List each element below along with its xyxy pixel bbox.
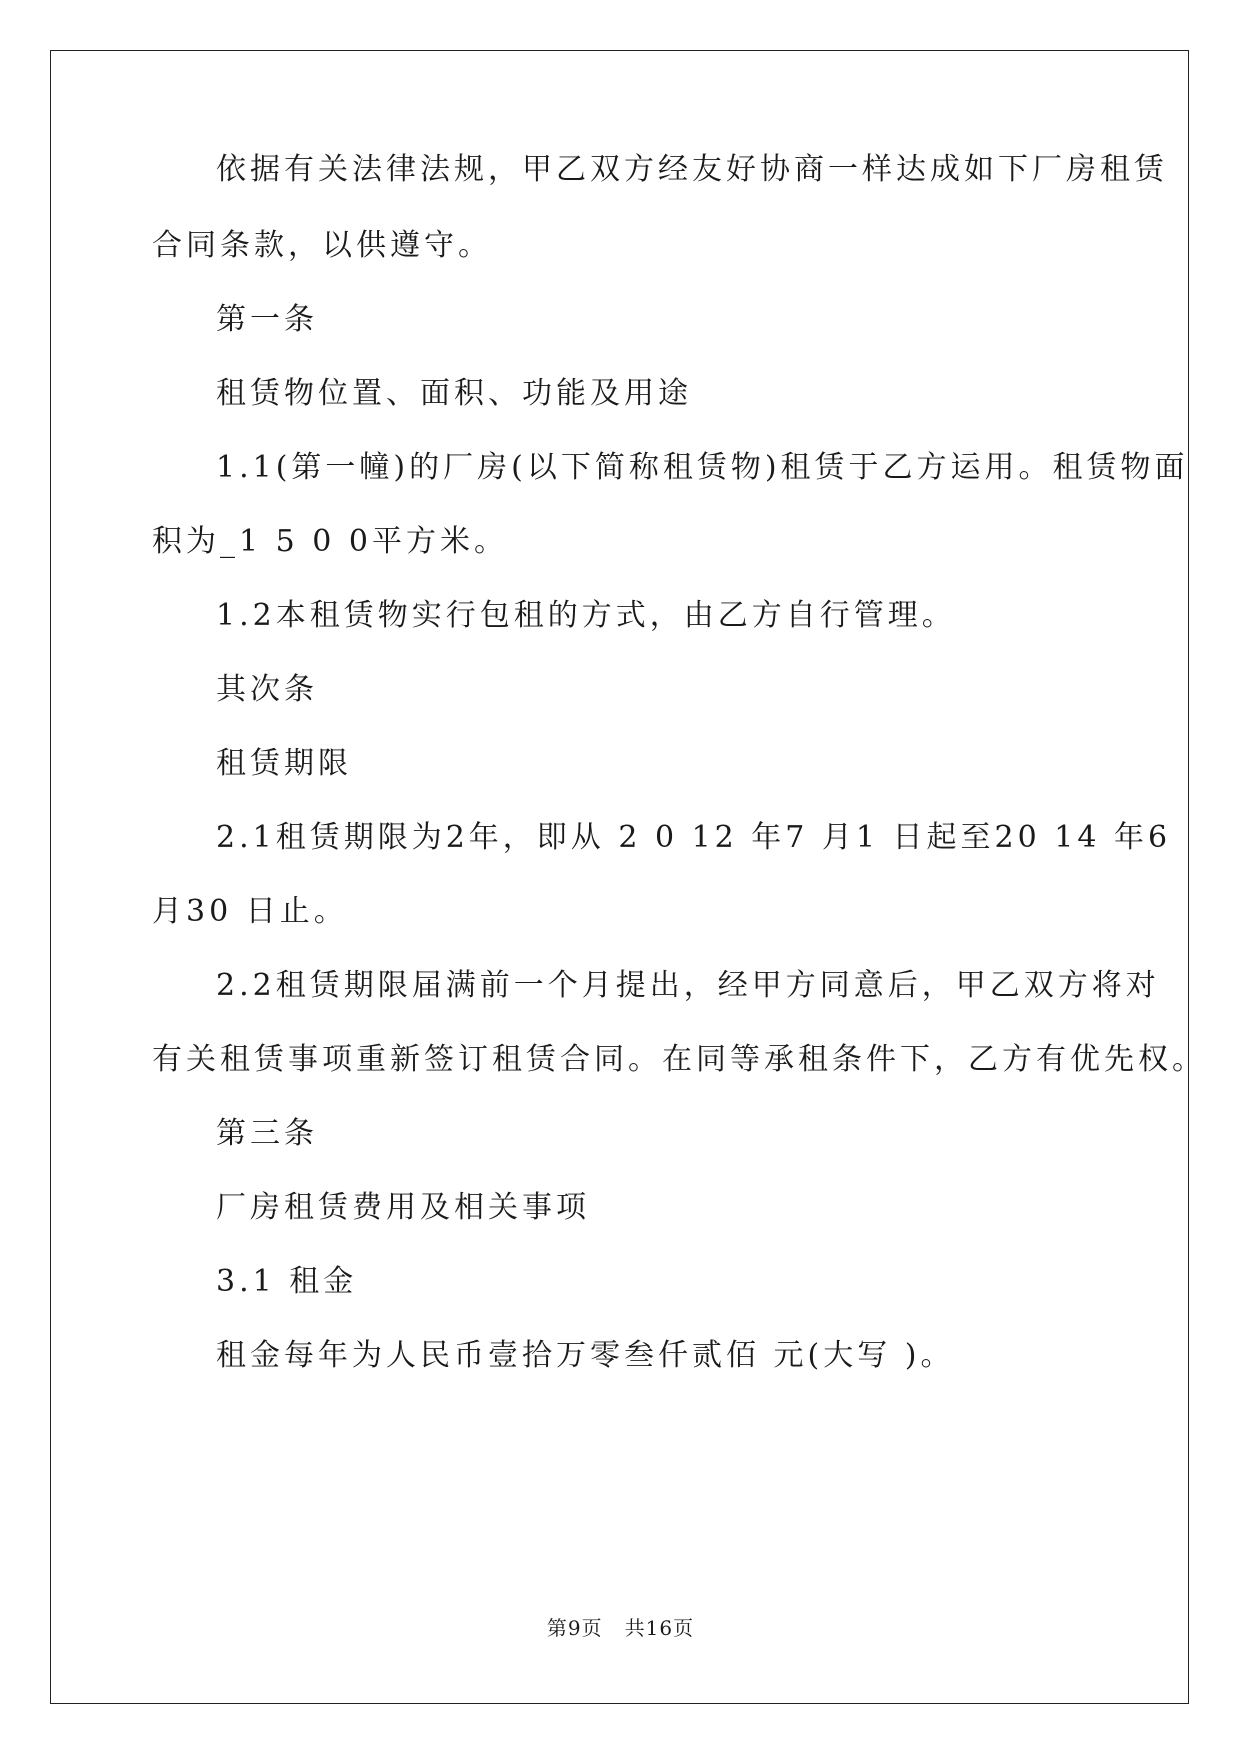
paragraph-line: 积为_1 5 0 0平方米。: [152, 524, 508, 559]
paragraph-line: 1.1(第一幢)的厂房(以下简称租赁物)租赁于乙方运用。租赁物面: [216, 450, 1189, 485]
page-total: 共16页: [624, 1616, 695, 1640]
paragraph-line: 合同条款，以供遵守。: [152, 228, 492, 263]
section-title: 租赁期限: [216, 746, 352, 781]
paragraph-line: 依据有关法律法规，甲乙双方经友好协商一样达成如下厂房租赁: [216, 152, 1168, 187]
paragraph-line: 1.2本租赁物实行包租的方式，由乙方自行管理。: [216, 598, 956, 633]
section-title: 厂房租赁费用及相关事项: [216, 1190, 590, 1225]
section-title: 租赁物位置、面积、功能及用途: [216, 376, 692, 411]
paragraph-line: 2.2租赁期限届满前一个月提出，经甲方同意后，甲乙双方将对: [216, 968, 1160, 1003]
article-heading: 第一条: [216, 302, 318, 337]
paragraph-line: 2.1租赁期限为2年，即从 2 0 12 年7 月1 日起至20 14 年6: [216, 820, 1172, 855]
page-number: 第9页: [546, 1616, 603, 1640]
subsection-title: 3.1 租金: [216, 1264, 358, 1299]
paragraph-line: 有关租赁事项重新签订租赁合同。在同等承租条件下，乙方有优先权。: [152, 1042, 1206, 1077]
page-border: [50, 50, 1189, 1704]
article-heading: 其次条: [216, 672, 318, 707]
page-footer: [0, 1612, 1241, 1641]
paragraph-line: 月30 日止。: [152, 894, 348, 929]
article-heading: 第三条: [216, 1116, 318, 1151]
paragraph-line: 租金每年为人民币壹拾万零叁仟贰佰 元(大写 )。: [216, 1338, 955, 1373]
